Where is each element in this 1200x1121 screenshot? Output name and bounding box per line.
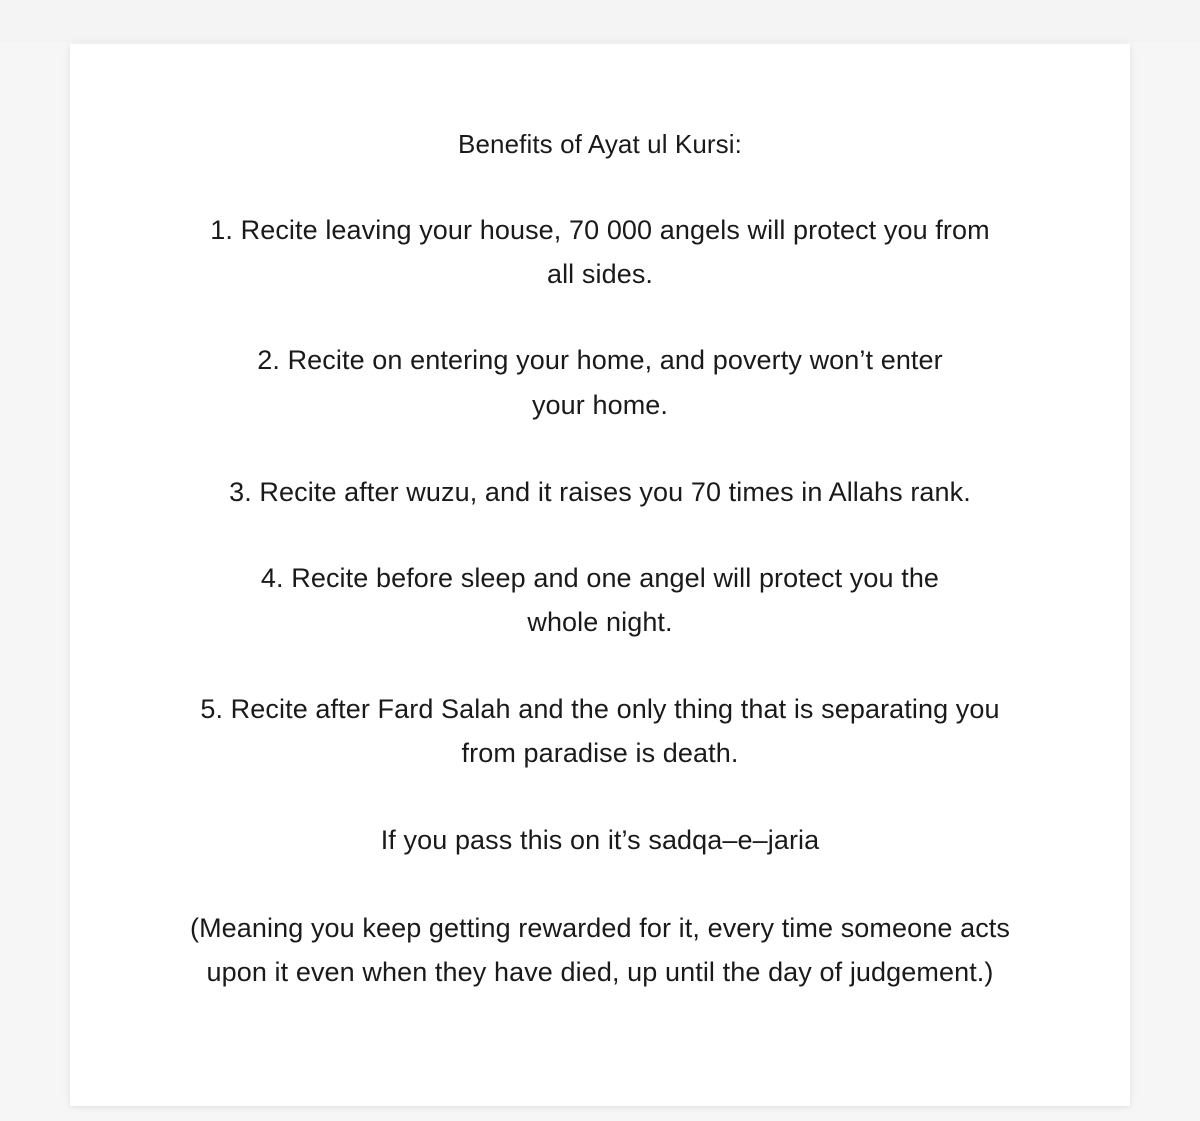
meaning-line-2: upon it even when they have died, up until the day of judgement.)	[206, 957, 994, 987]
benefit-5-line-2: from paradise is death.	[461, 738, 739, 768]
document-card	[70, 44, 1130, 1106]
benefit-1-line-1: 1. Recite leaving your house, 70 000 angels will protect you from	[210, 215, 990, 245]
pass-on-note: If you pass this on it’s sadqa–e–jaria	[380, 825, 820, 855]
benefit-2-line-2: your home.	[531, 390, 669, 420]
benefit-5-line-1: 5. Recite after Fard Salah and the only thing that is separating you	[200, 694, 1000, 724]
benefit-1-line-2: all sides.	[546, 259, 654, 289]
benefit-3-line-1: 3. Recite after wuzu, and it raises you 70 times in Allahs rank.	[229, 477, 971, 507]
benefit-4-line-1: 4. Recite before sleep and one angel will protect you the	[260, 563, 940, 593]
benefit-2-line-1: 2. Recite on entering your home, and poverty won’t enter	[257, 345, 943, 375]
benefit-4-line-2: whole night.	[527, 607, 673, 637]
top-band	[0, 0, 1200, 42]
document-title: Benefits of Ayat ul Kursi:	[458, 129, 742, 159]
meaning-line-1: (Meaning you keep getting rewarded for it, every time someone acts	[189, 913, 1010, 943]
